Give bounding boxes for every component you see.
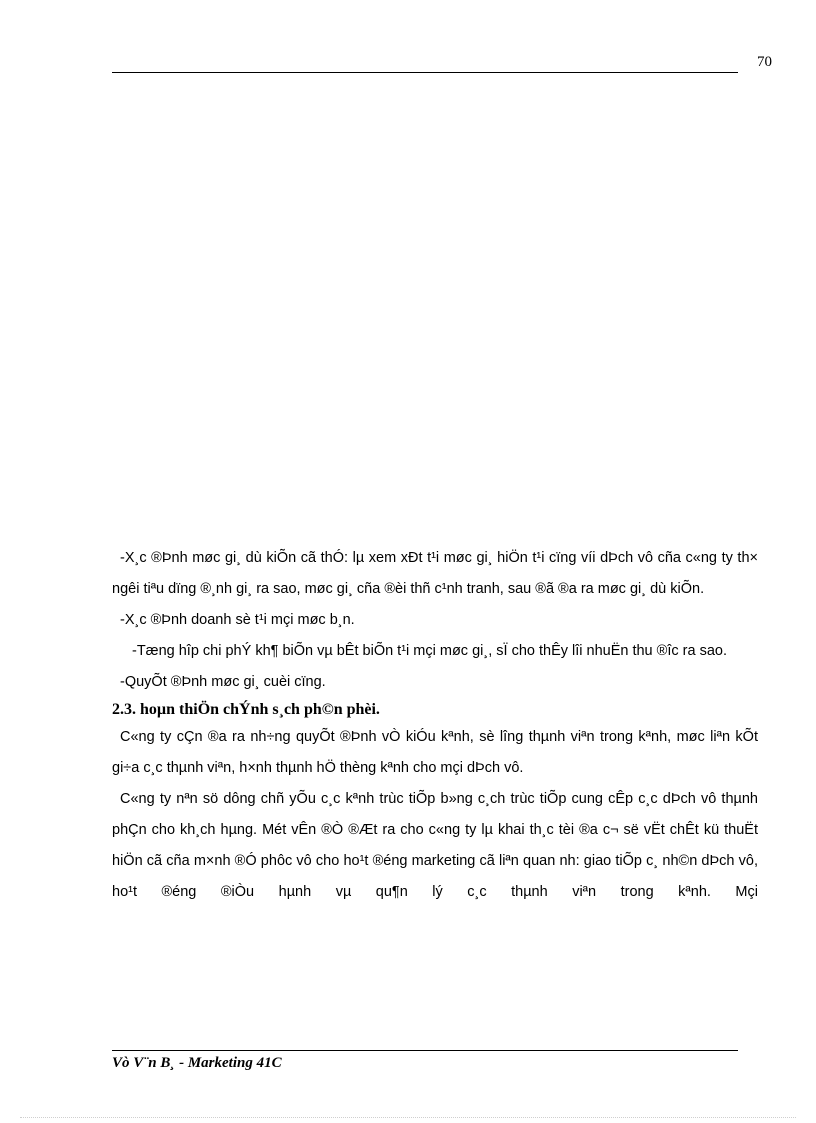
paragraph-final-price: -QuyÕt ®Þnh møc gi¸ cuèi cïng. [120, 674, 326, 690]
paragraph-direct-channels: C«ng ty nªn sö dông chñ yÕu c¸c kªnh trùc tiÕp b»ng c¸ch trùc tiÕp cung cÊp c¸c dÞch vô thµnh phÇn cho kh¸ch hµng. Mét vÊn ®Ò ®Æt ra cho c«ng ty lµ khai th¸c tèi ®a c¬ së vËt chÊt kü thuËt hiÖn cã cña m×nh ®Ó phôc vô cho ho¹t ®éng marketing cã liªn quan nh: giao tiÕp c¸ nh©n dÞch vô, ho¹t ®éng ®iÒu hµnh vµ qu¶n lý c¸c thµnh viªn trong kªnh. Mçi [112, 791, 758, 900]
footer-author: Vò V¨n B¸ - Marketing 41C [112, 1055, 282, 1071]
page-number: 70 [757, 54, 772, 70]
page-edge-divider [20, 1117, 796, 1118]
paragraph-channel-decisions: C«ng ty cÇn ®a ra nh÷ng quyÕt ®Þnh vÒ kiÓu kªnh, sè lîng thµnh viªn trong kªnh, møc liªn kÕt gi÷a c¸c thµnh viªn, h×nh thµnh hÖ thèng kªnh cho mçi dÞch vô. [112, 729, 758, 776]
footer-rule [112, 1050, 738, 1051]
paragraph-cost-summary: -Tæng hîp chi phÝ kh¶ biÕn vµ bÊt biÕn t¹i mçi møc gi¸, sÏ cho thÊy lîi nhuËn thu ®îc ra sao. [132, 643, 727, 659]
body-text [112, 543, 758, 908]
paragraph-estimate-price: -X¸c ®Þnh møc gi¸ dù kiÕn cã thÓ: lµ xem xÐt t¹i møc gi¸ hiÖn t¹i cïng víi dÞch vô cña c«ng ty th× ngêi tiªu dïng ®¸nh gi¸ ra sao, møc gi¸ cña ®èi thñ c¹nh tranh, sau ®ã ®a ra møc gi¸ dù kiÕn. [112, 550, 758, 597]
paragraph-sales-volume: -X¸c ®Þnh doanh sè t¹i mçi møc b¸n. [120, 612, 355, 628]
section-heading: 2.3. hoµn thiÖn chÝnh s¸ch ph©n phèi. [112, 701, 380, 718]
header-rule [112, 72, 738, 73]
